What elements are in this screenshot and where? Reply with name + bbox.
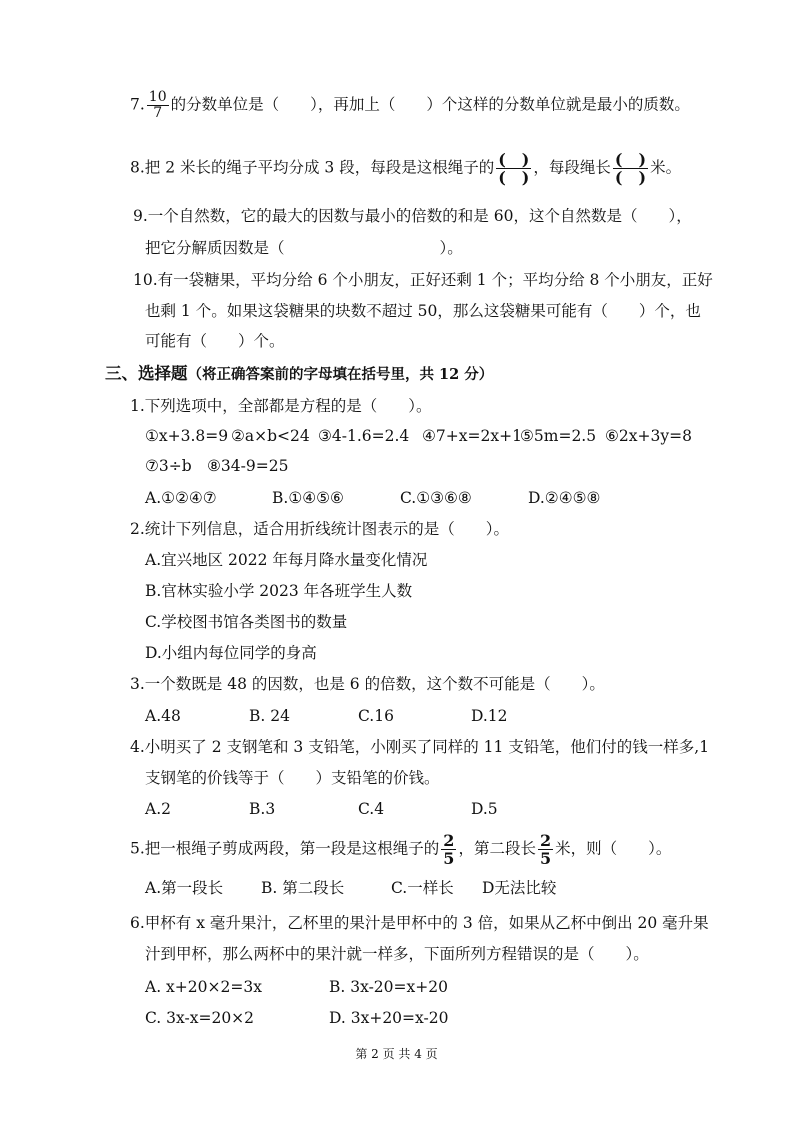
choice-q4-line-2: 支钢笔的价钱等于（ ）支铅笔的价钱。 xyxy=(145,769,440,787)
q4-option-c[interactable]: C.4 xyxy=(358,800,385,818)
q2-option-b[interactable]: B.官林实验小学 2023 年各班学生人数 xyxy=(145,582,413,600)
choice-q3-options xyxy=(145,706,605,726)
choice-q1-stem: 1.下列选项中，全部都是方程的是（ ）。 xyxy=(130,397,432,415)
choice-q4-line-1: 4.小明买了 2 支钢笔和 3 支铅笔，小刚买了同样的 11 支铅笔，他们付的钱一样多,1 xyxy=(130,738,710,756)
choice-q1-options xyxy=(145,488,705,508)
q1-item-5: ⑤5m=2.5 xyxy=(520,427,597,445)
q6-option-b[interactable]: B. 3x-20=x+20 xyxy=(329,978,448,996)
q1-item-6: ⑥2x+3y=8 xyxy=(605,427,692,445)
q4-option-d[interactable]: D.5 xyxy=(471,800,498,818)
q7-number: 7. xyxy=(130,95,145,114)
choice-q6-line-2: 汁到甲杯，那么两杯中的果汁就一样多，下面所列方程错误的是（ ）。 xyxy=(145,945,649,963)
q8-text-1: 8.把 2 米长的绳子平均分成 3 段，每段是这根绳子的 xyxy=(130,158,495,177)
q5-fraction-1 xyxy=(441,832,456,867)
q5-option-d[interactable]: D无法比较 xyxy=(482,879,557,897)
section-3-note: （将正确答案前的字母填在括号里，共 12 分） xyxy=(187,366,494,383)
q1-item-7: ⑦3÷b xyxy=(145,457,192,475)
q5-fraction-1-numerator: 2 xyxy=(443,831,455,850)
question-10-line-1: 10.有一袋糖果，平均分给 6 个小朋友，正好还剩 1 个；平均分给 8 个小朋友，正好 xyxy=(133,271,713,289)
choice-q3-stem: 3.一个数既是 48 的因数，也是 6 的倍数，这个数不可能是（ ）。 xyxy=(130,675,605,693)
q7-text: 的分数单位是（ ），再加上（ ）个这样的分数单位就是最小的质数。 xyxy=(170,95,690,114)
q6-option-d[interactable]: D. 3x+20=x-20 xyxy=(329,1009,449,1027)
q1-option-b[interactable]: B.①④⑤⑥ xyxy=(272,489,344,507)
q1-option-c[interactable]: C.①③⑥⑧ xyxy=(400,489,472,507)
q8-blank-fraction-2-denominator: ( ) xyxy=(614,168,647,187)
question-8 xyxy=(130,151,681,186)
question-9-line-2: 把它分解质因数是（ ）。 xyxy=(145,239,463,257)
q1-item-8: ⑧34-9=25 xyxy=(207,457,289,475)
section-3-header xyxy=(105,364,493,385)
page-footer: 第 2 页 共 4 页 xyxy=(355,1047,438,1061)
q1-option-a[interactable]: A.①②④⑦ xyxy=(145,489,217,507)
q1-item-1: ①x+3.8=9 xyxy=(145,427,229,445)
q5-option-a[interactable]: A.第一段长 xyxy=(145,879,224,897)
choice-q5-options xyxy=(145,878,605,898)
q4-option-a[interactable]: A.2 xyxy=(145,800,171,818)
q1-item-2: ②a×b<24 xyxy=(231,427,310,445)
q1-item-3: ③4-1.6=2.4 xyxy=(318,427,410,445)
q5-text-2: ，第二段长 xyxy=(458,839,536,858)
q6-option-a[interactable]: A. x+20×2=3x xyxy=(145,978,262,996)
q8-text-2: ，每段绳长 xyxy=(533,158,611,177)
q8-blank-fraction-2-numerator: ( ) xyxy=(614,150,647,169)
q1-option-d[interactable]: D.②④⑤⑧ xyxy=(528,489,601,507)
q7-fraction xyxy=(147,90,169,121)
q5-option-b[interactable]: B. 第二段长 xyxy=(261,879,345,897)
q6-option-c[interactable]: C. 3x-x=20×2 xyxy=(145,1009,255,1027)
q8-blank-fraction-1[interactable] xyxy=(496,151,531,186)
q3-option-b[interactable]: B. 24 xyxy=(249,707,290,725)
q3-option-c[interactable]: C.16 xyxy=(358,707,394,725)
q2-option-d[interactable]: D.小组内每位同学的身高 xyxy=(145,644,317,662)
question-10-line-2: 也剩 1 个。如果这袋糖果的块数不超过 50，那么这袋糖果可能有（ ）个，也 xyxy=(145,302,701,320)
question-7 xyxy=(130,90,690,121)
q8-blank-fraction-1-denominator: ( ) xyxy=(498,168,530,187)
choice-q5-stem xyxy=(130,832,671,867)
q1-item-4: ④7+x=2x+1 xyxy=(422,427,522,445)
section-3-title: 三、选择题 xyxy=(105,364,188,383)
q5-option-c[interactable]: C.一样长 xyxy=(391,879,454,897)
q8-blank-fraction-1-numerator: ( ) xyxy=(498,150,530,169)
q3-option-a[interactable]: A.48 xyxy=(145,707,181,725)
q3-option-d[interactable]: D.12 xyxy=(471,707,508,725)
q7-denominator: 7 xyxy=(153,105,163,121)
q5-fraction-1-denominator: 5 xyxy=(443,849,455,868)
choice-q1-items xyxy=(145,426,745,482)
q2-option-c[interactable]: C.学校图书馆各类图书的数量 xyxy=(145,613,348,631)
q5-fraction-2-numerator: 2 xyxy=(539,831,552,850)
choice-q6-line-1: 6.甲杯有 x 毫升果汁，乙杯里的果汁是甲杯中的 3 倍，如果从乙杯中倒出 20 毫升果 xyxy=(130,914,709,932)
choice-q4-options xyxy=(145,799,605,819)
q5-text-3: 米，则（ ）。 xyxy=(555,839,672,858)
q5-fraction-2 xyxy=(538,832,553,867)
question-9-line-1: 9.一个自然数，它的最大的因数与最小的倍数的和是 60，这个自然数是（ ）， xyxy=(133,207,692,225)
question-10-line-3: 可能有（ ）个。 xyxy=(145,332,285,350)
q2-option-a[interactable]: A.宜兴地区 2022 年每月降水量变化情况 xyxy=(145,551,428,569)
q7-numerator: 10 xyxy=(148,89,167,105)
q5-fraction-2-denominator: 5 xyxy=(539,849,552,868)
choice-q6-options xyxy=(145,977,605,1029)
q4-option-b[interactable]: B.3 xyxy=(249,800,276,818)
choice-q2-stem: 2.统计下列信息，适合用折线统计图表示的是（ ）。 xyxy=(130,520,510,538)
q8-blank-fraction-2[interactable] xyxy=(613,151,648,186)
q5-text-1: 5.把一根绳子剪成两段，第一段是这根绳子的 xyxy=(130,839,440,858)
q8-text-3: 米。 xyxy=(650,158,682,177)
